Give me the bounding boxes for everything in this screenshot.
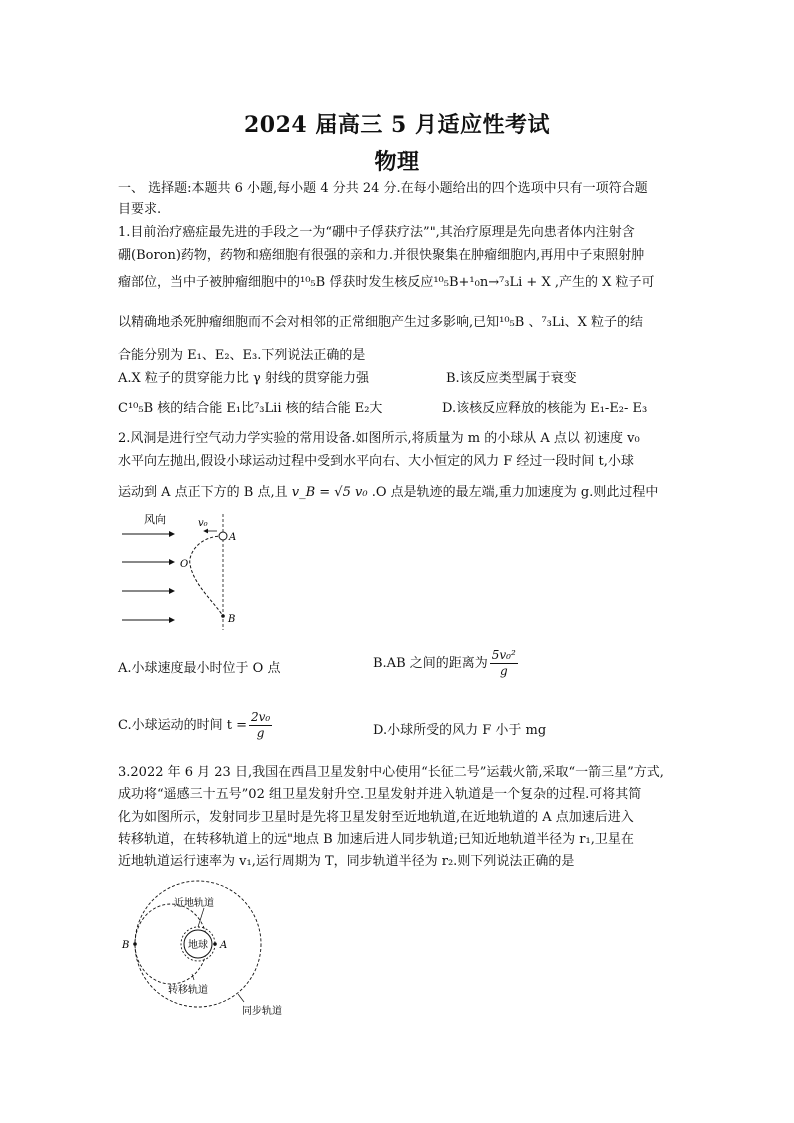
point-b-dot — [221, 614, 225, 618]
sync-orbit-leader — [238, 994, 244, 1002]
exam-title: 2024 届高三 5 月适应性考试 — [243, 112, 551, 138]
orbit-point-a-label: A — [220, 940, 228, 951]
q3-line-2: 成功将“遥感三十五号”02 组卫星发射升空.卫星发射并进入轨道是一个复杂的过程.可将其简 — [118, 787, 642, 802]
q3-line-4: 转移轨道，在转移轨道上的远"地点 B 加速后进人同步轨道;已知近地轨道半径为 r₁,卫星在 — [118, 832, 634, 847]
q2-option-c-numerator: 2v₀ — [251, 710, 271, 724]
q2-line-3-b: .O 点是轨迹的最左端,重力加速度为 g.则此过程中 — [367, 485, 659, 500]
q2-option-c-denominator: g — [256, 726, 265, 740]
q2-option-b-denominator: g — [499, 664, 508, 678]
q2-line-3 — [118, 484, 688, 502]
sync-orbit-label: 同步轨道 — [242, 1006, 282, 1017]
q1-option-c: C¹⁰₅B 核的结合能 E₁比⁷₃Lii 核的结合能 E₂大 — [118, 401, 383, 416]
q1-line-3: 瘤部位，当中子被肿瘤细胞中的¹⁰₅B 俘获时发生核反应¹⁰₅B+¹₀n→⁷₃Li + X ,产生的 X 粒子可 — [118, 275, 655, 290]
q2-line-3-a: 运动到 A 点正下方的 B 点,且 — [118, 485, 292, 500]
ball-at-a — [219, 532, 227, 540]
v0-label: v₀ — [198, 518, 208, 529]
point-b-dot — [133, 942, 137, 946]
q1-option-a: A.X 粒子的贯穿能力比 γ 射线的贯穿能力强 — [118, 371, 369, 386]
q1-option-b: B.该反应类型属于衰变 — [446, 371, 577, 386]
q2-vb-formula: v_B = √5 v₀ — [291, 485, 368, 500]
section-heading-cont: 目要求. — [118, 202, 162, 217]
q2-line-2: 水平向左抛出,假设小球运动过程中受到水平向右、大小恒定的风力 F 经过一段时间 t,小球 — [118, 454, 634, 469]
q2-option-c-fraction — [249, 710, 272, 741]
orbit-point-b-label: B — [122, 940, 130, 951]
transfer-orbit-leader — [192, 974, 194, 980]
q3-line-1: 3.2022 年 6 月 23 日,我国在西昌卫星发射中心使用“长征二号”运载火箭,采取“一箭三星”方式, — [118, 765, 664, 780]
earth-label: 地球 — [188, 940, 208, 951]
q1-line-5: 合能分别为 E₁、E₂、E₃.下列说法正确的是 — [118, 348, 366, 363]
q1-line-2: 硼(Boron)药物，药物和癌细胞有很强的亲和力.并很快聚集在肿瘤细胞内,再用中子束照射肿 — [118, 248, 645, 263]
wind-label: 风向 — [144, 513, 166, 526]
wind-tunnel-diagram — [118, 512, 258, 632]
point-b-label: B — [228, 614, 236, 625]
q2-option-c — [118, 710, 274, 741]
q2-option-b-text: B.AB 之间的距离为 — [373, 656, 488, 671]
trajectory-path — [190, 536, 223, 616]
transfer-orbit-label: 转移轨道 — [168, 985, 208, 996]
point-a-dot — [213, 942, 217, 946]
point-o-label: O — [180, 559, 189, 570]
q3-line-5: 近地轨道运行速率为 v₁,运行周期为 T，同步轨道半径为 r₂.则下列说法正确的是 — [118, 854, 575, 869]
q3-line-3: 化为如图所示，发射同步卫星时是先将卫星发射至近地轨道,在近地轨道的 A 点加速后进入 — [118, 810, 634, 825]
q2-line-1: 2.风洞是进行空气动力学实验的常用设备.如图所示,将质量为 m 的小球从 A 点以 初速度 v₀ — [118, 431, 640, 446]
q1-option-d: D.该核反应释放的核能为 E₁-E₂- E₃ — [442, 401, 648, 416]
q2-option-c-text: C.小球运动的时间 t = — [118, 718, 247, 733]
point-a-label: A — [229, 532, 237, 543]
exam-subject: 物理 — [374, 149, 420, 175]
q2-option-a: A.小球速度最小时位于 O 点 — [118, 661, 281, 676]
q1-line-4: 以精确地杀死肿瘤细胞而不会对相邻的正常细胞产生过多影响,已知¹⁰₅B 、⁷₃Li、X 粒子的结 — [118, 315, 644, 330]
q2-option-d: D.小球所受的风力 F 小于 mg — [373, 723, 547, 738]
q2-option-b-fraction — [490, 648, 518, 679]
q2-option-b-numerator: 5v₀² — [491, 648, 516, 662]
q2-option-b — [373, 648, 520, 679]
near-orbit-label: 近地轨道 — [174, 898, 214, 909]
section-heading: 一、 选择题:本题共 6 小题,每小题 4 分共 24 分.在每小题给出的四个选项中只有一项符合题 — [118, 181, 648, 196]
near-orbit-leader — [198, 908, 204, 927]
q1-line-1: 1.目前治疗癌症最先进的手段之一为“硼中子俘获疗法”",其治疗原理是先向患者体内注射含 — [118, 225, 635, 240]
orbit-diagram — [118, 872, 318, 1022]
